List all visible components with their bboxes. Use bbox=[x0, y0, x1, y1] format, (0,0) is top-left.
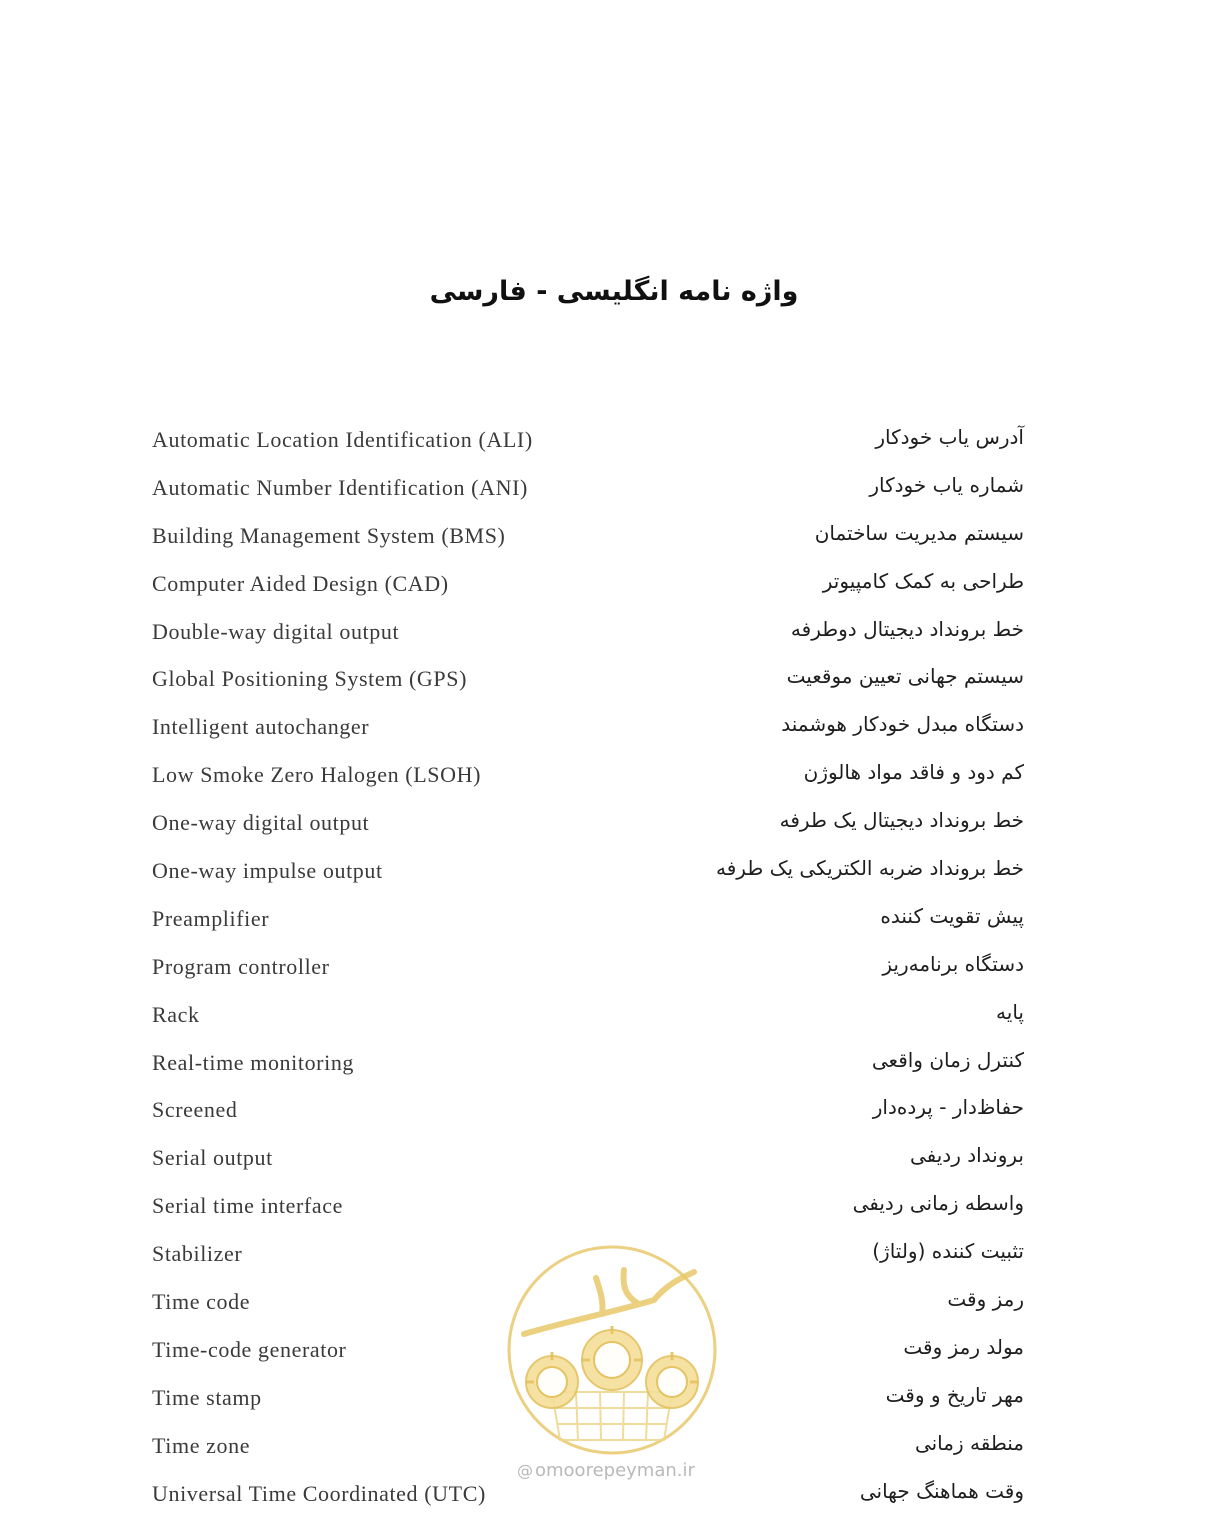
glossary-row bbox=[152, 804, 1024, 852]
persian-term: مولد رمز وقت bbox=[903, 1334, 1024, 1359]
english-term: Automatic Location Identification (ALI) bbox=[152, 427, 533, 452]
english-term: Real-time monitoring bbox=[152, 1049, 355, 1075]
persian-term: رمز وقت bbox=[947, 1287, 1024, 1312]
english-term: Screened bbox=[152, 1097, 238, 1123]
glossary-row bbox=[152, 469, 1024, 517]
glossary-row bbox=[152, 1044, 1024, 1092]
glossary-row bbox=[152, 996, 1024, 1044]
english-term: Serial time interface bbox=[152, 1193, 343, 1219]
english-term: Universal Time Coordinated (UTC) bbox=[152, 1480, 486, 1506]
english-term: Rack bbox=[152, 1001, 200, 1027]
english-term: Double-way digital output bbox=[152, 618, 400, 644]
persian-term: سیستم جهانی تعیین موقعیت bbox=[786, 664, 1024, 689]
english-term: Preamplifier bbox=[152, 905, 270, 931]
persian-term: وقت هماهنگ جهانی bbox=[859, 1478, 1024, 1503]
english-term: Time code bbox=[152, 1289, 251, 1315]
persian-term: کنترل زمان واقعی bbox=[871, 1047, 1024, 1072]
persian-term: مهر تاریخ و وقت bbox=[885, 1382, 1024, 1407]
page-title: واژه نامه انگلیسی - فارسی bbox=[429, 276, 799, 307]
persian-term: خط برونداد دیجیتال دوطرفه bbox=[790, 616, 1024, 641]
glossary-row bbox=[152, 900, 1024, 948]
glossary-row bbox=[152, 1187, 1024, 1235]
glossary-row bbox=[152, 708, 1024, 756]
glossary-row bbox=[152, 1475, 1024, 1522]
english-term: One-way impulse output bbox=[152, 858, 383, 884]
persian-term: برونداد ردیفی bbox=[909, 1143, 1024, 1168]
persian-term: حفاظ‌دار - پرده‌دار bbox=[872, 1095, 1024, 1120]
english-term: Automatic Number Identification (ANI) bbox=[152, 474, 528, 500]
persian-term: سیستم مدیریت ساختمان bbox=[814, 520, 1024, 545]
persian-term: دستگاه مبدل خودکار هوشمند bbox=[781, 712, 1024, 737]
glossary-row bbox=[152, 852, 1024, 900]
persian-term: دستگاه برنامه‌ریز bbox=[882, 951, 1024, 976]
english-term: Stabilizer bbox=[152, 1241, 243, 1267]
english-term: Serial output bbox=[152, 1145, 273, 1171]
glossary-row bbox=[152, 660, 1024, 708]
watermark-url-text: omoorepeyman.ir bbox=[535, 1460, 695, 1481]
persian-term: پایه bbox=[996, 999, 1024, 1024]
glossary-row bbox=[152, 565, 1024, 613]
persian-term: واسطه زمانی ردیفی bbox=[852, 1191, 1024, 1216]
english-term: Intelligent autochanger bbox=[152, 714, 370, 740]
persian-term: شماره یاب خودکار bbox=[869, 472, 1024, 497]
glossary-row bbox=[152, 517, 1024, 565]
persian-term: پیش تقویت کننده bbox=[880, 903, 1024, 928]
english-term: Program controller bbox=[152, 953, 330, 979]
at-icon: @ bbox=[517, 1461, 533, 1480]
glossary-row bbox=[152, 421, 1024, 469]
english-term: Global Positioning System (GPS) bbox=[152, 666, 468, 692]
persian-term: خط برونداد دیجیتال یک طرفه bbox=[779, 808, 1024, 833]
english-term: Time stamp bbox=[152, 1384, 262, 1410]
watermark-url bbox=[517, 1460, 695, 1481]
english-term: Time-code generator bbox=[152, 1336, 347, 1362]
watermark-logo bbox=[504, 1242, 720, 1458]
english-term: One-way digital output bbox=[152, 810, 370, 836]
english-term: Low Smoke Zero Halogen (LSOH) bbox=[152, 762, 481, 788]
glossary-row bbox=[152, 756, 1024, 804]
english-term: Building Management System (BMS) bbox=[152, 522, 506, 548]
english-term: Time zone bbox=[152, 1432, 251, 1458]
persian-term: تثبیت کننده (ولتاژ) bbox=[872, 1239, 1024, 1264]
persian-term: آدرس یاب خودکار bbox=[875, 425, 1024, 449]
english-term: Computer Aided Design (CAD) bbox=[152, 570, 449, 596]
glossary-row bbox=[152, 1091, 1024, 1139]
persian-term: خط برونداد ضربه الکتریکی یک طرفه bbox=[716, 856, 1024, 881]
glossary-row bbox=[152, 1139, 1024, 1187]
glossary-row bbox=[152, 948, 1024, 996]
persian-term: طراحی به کمک کامپیوتر bbox=[822, 568, 1024, 593]
glossary-row bbox=[152, 613, 1024, 661]
persian-term: کم دود و فاقد مواد هالوژن bbox=[803, 760, 1024, 785]
persian-term: منطقه زمانی bbox=[914, 1430, 1024, 1455]
